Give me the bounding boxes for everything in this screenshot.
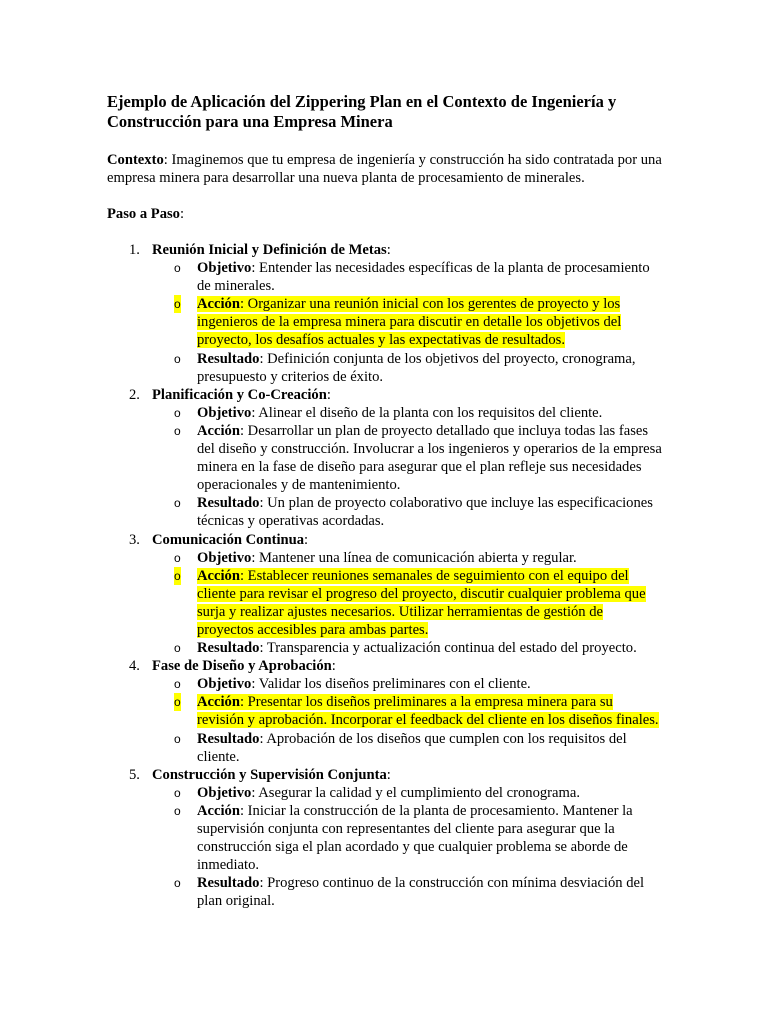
step-heading	[152, 766, 663, 784]
sub-item-body	[197, 495, 653, 529]
sub-item-body	[197, 640, 637, 656]
sub-item-text: : Asegurar la calidad y el cumplimiento del cronograma.	[251, 784, 580, 801]
sub-item-body	[197, 405, 602, 421]
sub-item	[152, 802, 663, 874]
step-number: 1.	[129, 242, 140, 258]
step-title: Planificación y Co-Creación	[152, 386, 327, 403]
step-number: 2.	[129, 386, 140, 403]
step-item	[107, 531, 663, 658]
bullet-icon: o	[174, 731, 181, 746]
bullet-icon: o	[174, 567, 181, 585]
bullet-icon: o	[174, 351, 181, 366]
sub-item-body	[197, 694, 659, 728]
sub-item-label: Resultado	[197, 730, 260, 747]
sub-item	[152, 730, 663, 766]
steps-list	[107, 241, 663, 910]
sub-item-body	[197, 423, 662, 493]
step-subitems	[152, 784, 663, 911]
sub-item-text: : Validar los diseños preliminares con el cliente.	[251, 676, 531, 693]
step-subitems	[152, 259, 663, 386]
sub-item-body	[197, 296, 621, 348]
sub-item-label: Resultado	[197, 350, 260, 367]
sub-item-text: : Transparencia y actualización continua del estado del proyecto.	[259, 640, 637, 657]
sub-item-label: Objetivo	[197, 549, 252, 566]
step-item	[107, 766, 663, 911]
sub-item	[152, 639, 663, 657]
sub-item-body	[197, 260, 650, 294]
step-title-colon: :	[326, 386, 331, 403]
sub-item-text: : Iniciar la construcción de la planta de procesamiento. Mantener la supervisión conjunta con representantes del cliente para asegurar que la construcción siga el plan acordado y que cualquier problema se aborde de inmediato.	[197, 802, 633, 874]
sub-item-label: Objetivo	[197, 404, 252, 421]
sub-item-label: Objetivo	[197, 676, 252, 693]
bullet-icon: o	[174, 295, 181, 313]
sub-item-label: Acción	[197, 694, 240, 711]
step-title-colon: :	[331, 658, 336, 675]
sub-item	[152, 422, 663, 494]
sub-item	[152, 494, 663, 530]
sub-item-label: Acción	[197, 567, 240, 584]
step-number: 5.	[129, 766, 140, 783]
sub-item	[152, 874, 663, 910]
sub-item-text: : Desarrollar un plan de proyecto detallado que incluya todas las fases del diseño y construcción. Involucrar a los ingenieros y operarios de la empresa minera en la fase de diseño para asegurar que el plan refleje sus necesidades operacionales y de mantenimiento.	[197, 422, 662, 494]
sub-item-label: Objetivo	[197, 784, 252, 801]
step-title: Fase de Diseño y Aprobación	[152, 658, 332, 675]
sub-item-text: : Definición conjunta de los objetivos del proyecto, cronograma, presupuesto y criterios de éxito.	[197, 350, 636, 385]
sub-item	[152, 675, 663, 693]
sub-item-text: : Un plan de proyecto colaborativo que incluye las especificaciones técnicas y operativas acordadas.	[197, 495, 653, 530]
sub-item-text: : Entender las necesidades específicas de la planta de procesamiento de minerales.	[197, 260, 650, 295]
sub-item	[152, 567, 663, 639]
sub-item-body	[197, 351, 636, 385]
bullet-icon: o	[174, 677, 181, 692]
step-heading	[152, 386, 663, 404]
sub-item-body	[197, 803, 633, 873]
sub-item-label: Resultado	[197, 495, 260, 512]
bullet-icon: o	[174, 785, 181, 800]
step-item	[107, 386, 663, 531]
sub-item-label: Acción	[197, 296, 240, 313]
steps-heading	[107, 205, 663, 223]
sub-item-label: Acción	[197, 422, 240, 439]
sub-item-label: Objetivo	[197, 260, 252, 277]
step-heading	[152, 241, 663, 259]
step-title-colon: :	[304, 531, 309, 548]
bullet-icon: o	[174, 803, 181, 818]
step-heading	[152, 657, 663, 675]
sub-item-text: : Organizar una reunión inicial con los gerentes de proyecto y los ingenieros de la empresa minera para discutir en detalle los objetivos del proyecto, los desafíos actuales y las expectativas de resultados.	[197, 296, 622, 349]
sub-item-text: : Aprobación de los diseños que cumplen con los requisitos del cliente.	[197, 730, 627, 765]
context-paragraph	[107, 151, 663, 187]
step-subitems	[152, 549, 663, 658]
sub-item	[152, 404, 663, 422]
sub-item-label: Resultado	[197, 640, 260, 657]
sub-item-text: : Alinear el diseño de la planta con los requisitos del cliente.	[251, 404, 603, 421]
bullet-icon: o	[174, 496, 181, 511]
steps-label: Paso a Paso	[107, 206, 180, 222]
step-title-colon: :	[386, 242, 391, 258]
step-title: Construcción y Supervisión Conjunta	[152, 766, 387, 783]
sub-item-body	[197, 676, 531, 692]
sub-item	[152, 693, 663, 729]
sub-item-text: : Mantener una línea de comunicación abierta y regular.	[251, 549, 577, 566]
sub-item-text: : Progreso continuo de la construcción con mínima desviación del plan original.	[197, 875, 645, 910]
step-subitems	[152, 404, 663, 531]
step-subitems	[152, 675, 663, 765]
context-label: Contexto	[107, 152, 164, 168]
step-number: 4.	[129, 658, 140, 675]
sub-item	[152, 784, 663, 802]
sub-item	[152, 295, 663, 349]
sub-item-text: : Presentar los diseños preliminares a la empresa minera para su revisión y aprobación. Incorporar el feedback del cliente en los diseños finales.	[197, 694, 659, 729]
bullet-icon: o	[174, 405, 181, 420]
sub-item-body	[197, 550, 577, 566]
context-text: : Imaginemos que tu empresa de ingeniería y construcción ha sido contratada por una empresa minera para desarrollar una nueva planta de procesamiento de minerales.	[107, 152, 662, 186]
sub-item-text: : Establecer reuniones semanales de seguimiento con el equipo del cliente para revisar el progreso del proyecto, discutir cualquier problema que surja y realizar ajustes necesarios. Utilizar herramientas de gestión de proyectos accesibles para ambas partes.	[197, 567, 646, 638]
sub-item-label: Resultado	[197, 875, 260, 892]
document-title: Ejemplo de Aplicación del Zippering Plan en el Contexto de Ingeniería y Construcción para una Empresa Minera	[107, 92, 617, 131]
document-page	[107, 92, 663, 910]
bullet-icon: o	[174, 693, 181, 711]
bullet-icon: o	[174, 641, 181, 656]
sub-item	[152, 549, 663, 567]
bullet-icon: o	[174, 876, 181, 891]
step-number: 3.	[129, 531, 140, 548]
sub-item-body	[197, 875, 644, 909]
steps-colon: :	[179, 206, 185, 222]
sub-item	[152, 350, 663, 386]
step-title: Reunión Inicial y Definición de Metas	[152, 242, 387, 258]
step-heading	[152, 531, 663, 549]
bullet-icon: o	[174, 550, 181, 565]
step-item	[107, 241, 663, 386]
sub-item-body	[197, 731, 627, 765]
bullet-icon: o	[174, 261, 181, 276]
sub-item-body	[197, 785, 580, 801]
step-title-colon: :	[386, 766, 391, 783]
step-title: Comunicación Continua	[152, 531, 305, 548]
sub-item-body	[197, 568, 646, 638]
sub-item	[152, 259, 663, 295]
bullet-icon: o	[174, 423, 181, 438]
sub-item-label: Acción	[197, 802, 240, 819]
step-item	[107, 657, 663, 766]
